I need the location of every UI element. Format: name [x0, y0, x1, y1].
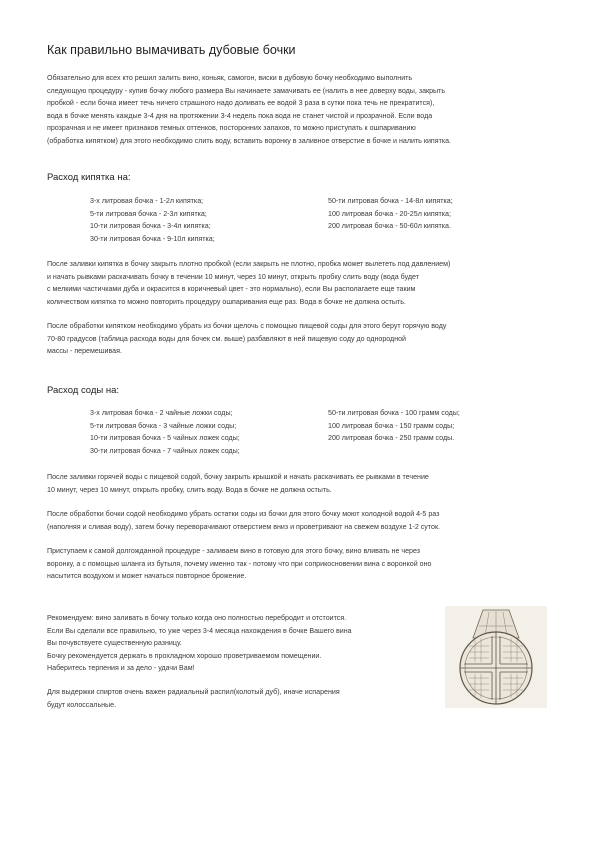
oak-radial-cut-illustration	[445, 606, 547, 708]
boil-procedure-paragraph	[47, 258, 562, 308]
text-line: После обработки бочки содой необходимо убрать остатки соды из бочки для этого бочку моют холодной водой 4-5 раз	[47, 510, 440, 518]
table-row: 3-х литровая бочка - 1-2л кипятка;	[90, 197, 204, 205]
text-line: Наберитесь терпения и за дело - удачи Вам!	[47, 664, 195, 673]
text-line: и начать рывками раскачивать бочку в течении 10 минут, через 10 минут, открыть пробку слить воду (вода будет	[47, 272, 419, 281]
intro-paragraph	[47, 72, 562, 148]
table-row: 30-ти литровая бочка - 9-10л кипятка;	[90, 234, 215, 243]
text-line: (наполняя и сливая воду), затем бочку переворачивают отверстием вниз и проветривают на свежем воздухе 1-2 суток.	[47, 522, 441, 531]
text-line: Бочку рекомендуется держать в прохладном хорошо проветриваемом помещении.	[47, 651, 322, 660]
table-row: 10-ти литровая бочка - 3-4л кипятка;	[90, 222, 211, 231]
table-row: 50-ти литровая бочка - 14-8л кипятка;	[328, 197, 453, 205]
table-row: 5-ти литровая бочка - 3 чайные ложки соды;	[90, 421, 237, 430]
pour-wine-paragraph	[47, 545, 562, 583]
text-line: количеством кипятка то можно повторить процедуру ошпаривания еще раз. Вода в бочке не должна остыть.	[47, 297, 406, 306]
boil-heading: Расход кипятка на:	[47, 172, 131, 183]
text-line: (обработка кипятком) для этого необходимо слить воду, вставить воронку в заливное отверстие в бочке и налить кипятка.	[47, 136, 452, 145]
table-row: 200 литровая бочка - 250 грамм соды.	[328, 434, 455, 443]
text-line: Если Вы сделали все правильно, то уже через 3-4 месяца нахождения в бочке Вашего вина	[47, 626, 352, 635]
text-line: После обработки кипятком необходимо убрать из бочки щелочь с помощью пищевой соды для этого берут горячую воду	[47, 322, 447, 330]
soda-heading: Расход соды на:	[47, 385, 120, 396]
oak-log-sketch-icon	[445, 606, 547, 708]
recommendation-paragraph	[47, 612, 442, 675]
text-line: 70-80 градусов (таблица расхода воды для бочек см. выше) разбавляют в ней пищевую соду до однородной	[47, 334, 407, 343]
boil-table-left	[90, 195, 215, 245]
text-line: прозрачная и не имеет признаков темных оттенков, посторонних запахов, то можно приступать к ошпариванию	[47, 124, 416, 133]
table-row: 3-х литровая бочка - 2 чайные ложки соды;	[90, 409, 233, 417]
document-title: Как правильно вымачивать дубовые бочки	[47, 43, 296, 57]
text-line: После заливки кипятка в бочку закрыть плотно пробкой (если закрыть не плотно, пробка может вылететь под давлением)	[47, 260, 451, 268]
soda-table-right	[328, 407, 460, 445]
soda-table-left	[90, 407, 240, 457]
text-line: следующую процедуру - купив бочку любого размера Вы начинаете замачивать ее (налить в нее доверху воды, закрыть	[47, 86, 446, 95]
table-row: 5-ти литровая бочка - 2-3л кипятка;	[90, 209, 207, 218]
table-row: 10-ти литровая бочка - 5 чайных ложек соды;	[90, 434, 240, 443]
text-line: Для выдержки спиртов очень важен радиальный распил(колотый дуб), иначе испарения	[47, 688, 340, 696]
text-line: Приступаем к самой долгожданной процедуре - заливаем вино в готовую для этого бочку, вино вливать не через	[47, 547, 421, 555]
text-line: с мелкими частичками дуба и окрасится в коричневый цвет - это нормально), если Вы располагаете еще таким	[47, 285, 416, 294]
table-row: 200 литровая бочка - 50-60л кипятка.	[328, 222, 451, 231]
text-line: насытится воздухом и может начаться повторное брожение.	[47, 572, 247, 581]
radial-cut-paragraph	[47, 686, 442, 711]
table-row: 100 литровая бочка - 20-25л кипятка;	[328, 209, 451, 218]
text-line: пробкой - если бочка имеет течь ничего страшного надо доливать ее водой 3 раза в сутки пока течь не прекратится),	[47, 99, 435, 108]
text-line: воронку, а с помощью шланга из бутыля, почему именно так - потому что при соприкосновении вина с воронкой оно	[47, 559, 432, 568]
text-line: массы - перемешивая.	[47, 347, 122, 356]
text-line: будут колоссальные.	[47, 700, 117, 709]
soda-procedure-paragraph	[47, 471, 562, 496]
table-row: 50-ти литровая бочка - 100 грамм соды;	[328, 409, 460, 417]
text-line: Обязательно для всех кто решил залить вино, коньяк, самогон, виски в дубовую бочку необходимо выполнить	[47, 74, 413, 82]
text-line: вода в бочке менять каждые 3-4 дня на протяжении 3-4 недель пока вода не станет чистой и прозрачной. Если вода	[47, 111, 433, 120]
rinse-paragraph	[47, 508, 562, 533]
text-line: Вы почувствуете существенную разницу.	[47, 639, 182, 648]
text-line: 10 минут, через 10 минут, открыть пробку, слить воду. Вода в бочке не должна остыть.	[47, 485, 332, 494]
table-row: 100 литровая бочка - 150 грамм соды;	[328, 421, 455, 430]
text-line: Рекомендуем: вино заливать в бочку только когда оно полностью перебродит и отстоится.	[47, 614, 347, 622]
text-line: После заливки горячей воды с пищевой содой, бочку закрыть крышкой и начать раскачивать ее рывками в течение	[47, 473, 429, 481]
boil-table-right	[328, 195, 453, 233]
table-row: 30-ти литровая бочка - 7 чайных ложек соды;	[90, 446, 240, 455]
soda-intro-paragraph	[47, 320, 562, 358]
